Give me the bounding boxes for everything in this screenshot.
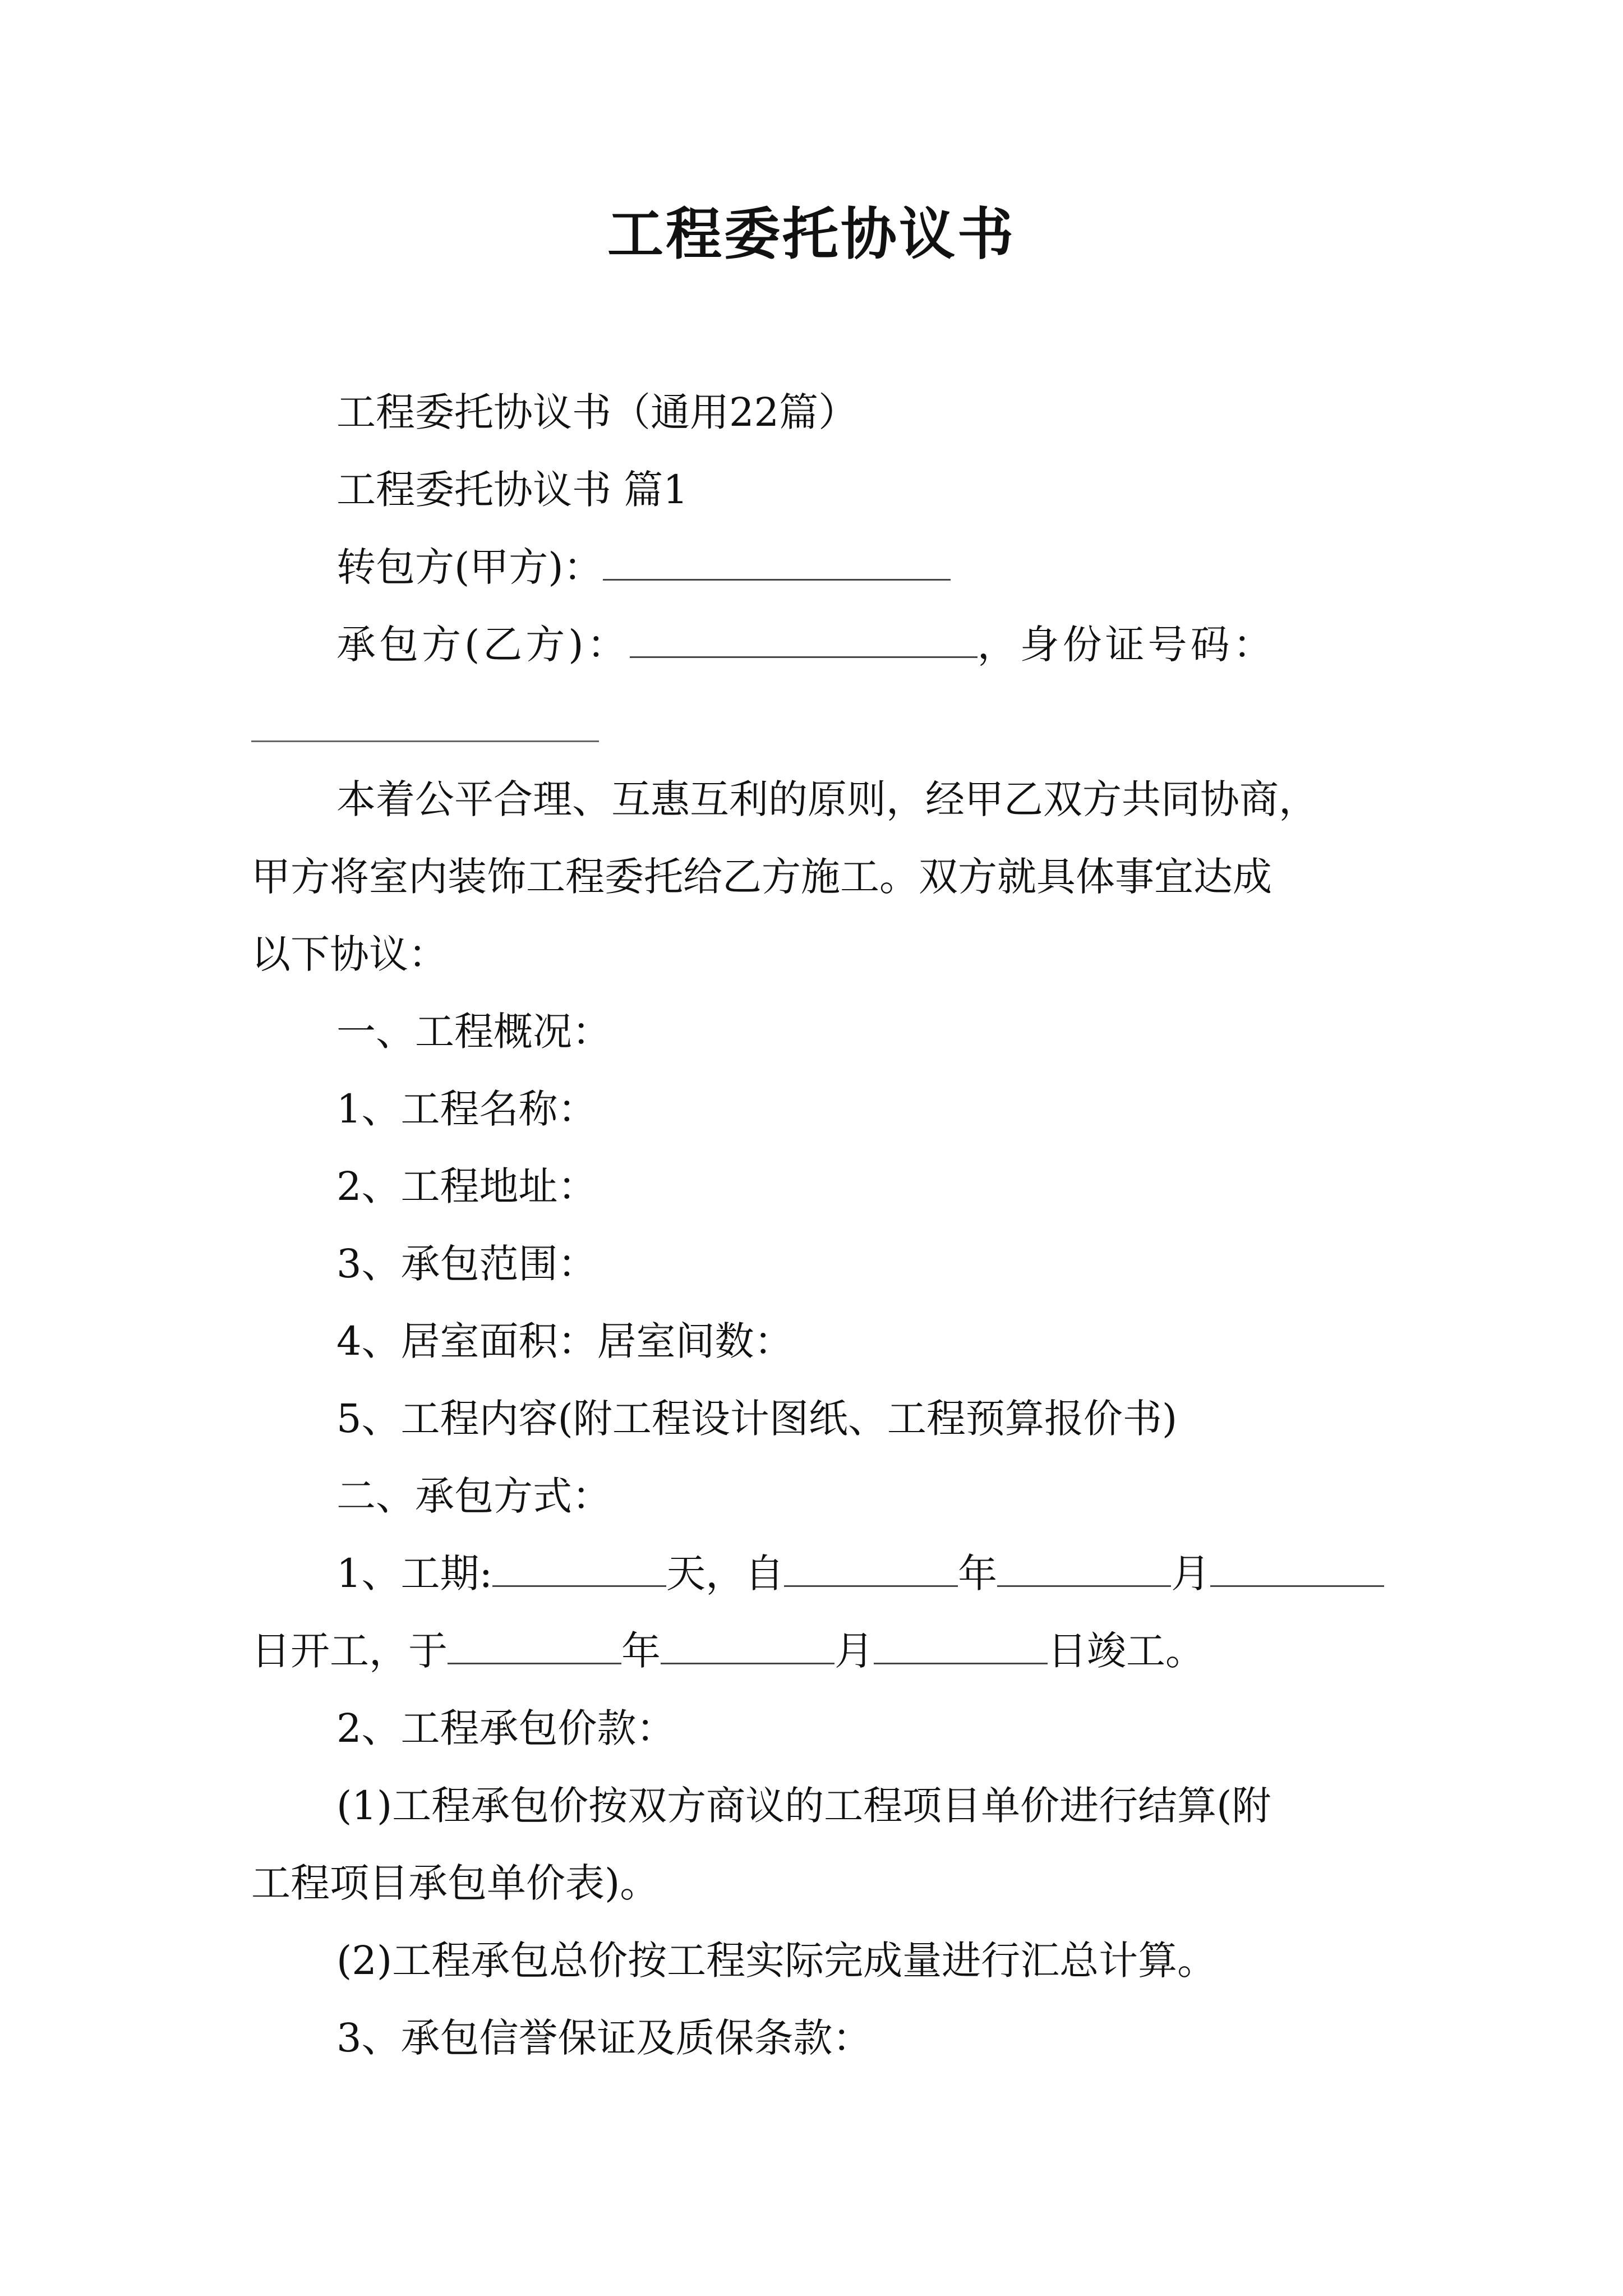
end-month-label: 月 [834, 1628, 874, 1674]
section-heading-1: 工程委托协议书 篇1 [336, 467, 688, 513]
start-year-blank [784, 1550, 958, 1587]
intro-paragraph-line-2: 甲方将室内装饰工程委托给乙方施工。双方就具体事宜达成 [251, 854, 1272, 900]
section-heading-contract: 二、承包方式： [336, 1473, 611, 1519]
item-project-address: 2、工程地址： [336, 1163, 597, 1209]
item-scope: 3、承包范围： [336, 1241, 597, 1287]
start-label: 日开工，于 [251, 1628, 448, 1674]
start-month-blank [997, 1550, 1171, 1587]
schedule-label: 1、工期: [336, 1550, 493, 1596]
id-number-label: ，身份证号码： [977, 622, 1276, 668]
document-title: 工程委托协议书 [607, 201, 1016, 267]
item-guarantee: 3、承包信誉保证及质保条款： [336, 2015, 872, 2061]
item-project-name: 1、工程名称： [336, 1086, 597, 1132]
section-heading-overview: 一、工程概况： [336, 1009, 611, 1055]
year-label: 年 [958, 1550, 998, 1596]
party-a-blank [603, 544, 951, 581]
subtitle-line: 工程委托协议书（通用22篇） [336, 389, 858, 435]
id-number-blank [251, 740, 599, 742]
price-clause-2: (2)工程承包总价按工程实际完成量进行汇总计算。 [336, 1938, 1217, 1984]
schedule-line-1 [336, 1548, 1384, 1599]
end-year-label: 年 [621, 1628, 661, 1674]
item-contract-price: 2、工程承包价款： [336, 1705, 676, 1751]
completion-label: 日竣工。 [1048, 1628, 1205, 1674]
schedule-line-2 [251, 1626, 1205, 1676]
start-day-blank [1210, 1550, 1384, 1587]
month-label: 月 [1171, 1550, 1211, 1596]
party-b-blank [630, 622, 978, 658]
end-year-blank [448, 1628, 621, 1664]
days-label: 天，自 [666, 1550, 785, 1596]
party-b-line [336, 619, 1276, 670]
party-a-line [336, 542, 951, 592]
end-month-blank [661, 1628, 834, 1664]
item-content: 5、工程内容(附工程设计图纸、工程预算报价书) [336, 1396, 1178, 1442]
price-clause-1-line-2: 工程项目承包单价表)。 [251, 1860, 660, 1906]
intro-paragraph-line-1: 本着公平合理、互惠互利的原则，经甲乙双方共同协商， [336, 776, 1318, 822]
days-blank [492, 1550, 666, 1587]
intro-paragraph-line-3: 以下协议： [251, 931, 448, 977]
price-clause-1-line-1: (1)工程承包价按双方商议的工程项目单价进行结算(附 [336, 1783, 1271, 1829]
item-area: 4、居室面积：居室间数： [336, 1318, 794, 1364]
end-day-blank [874, 1628, 1048, 1664]
party-a-label: 转包方(甲方)： [336, 544, 603, 590]
party-b-label: 承包方(乙方)： [336, 622, 630, 668]
